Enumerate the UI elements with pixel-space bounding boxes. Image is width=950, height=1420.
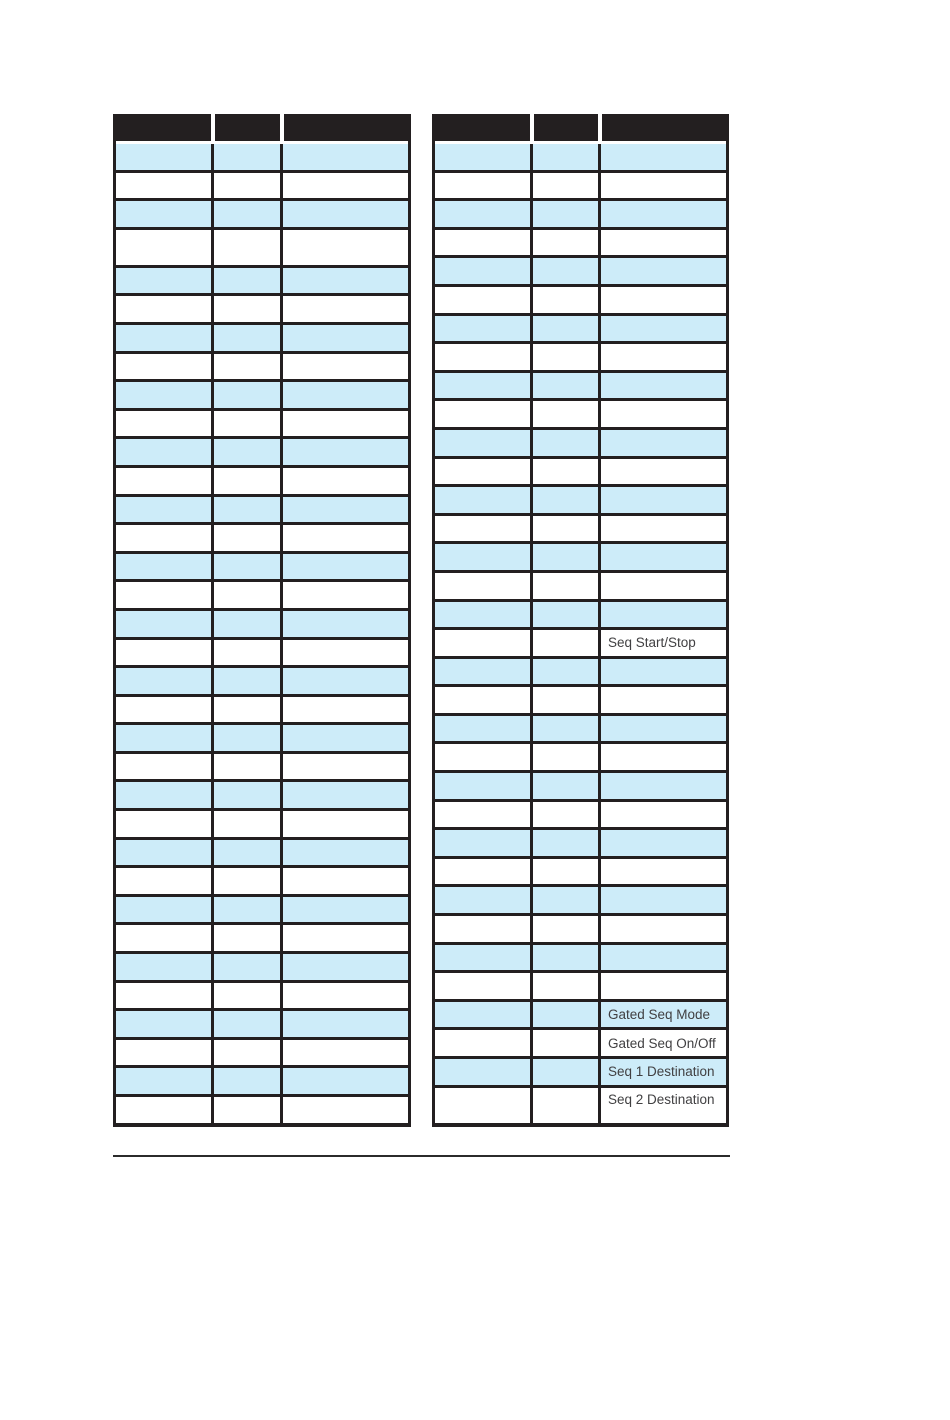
table-row [116, 951, 408, 980]
table-cell [435, 513, 530, 542]
table-row [435, 570, 726, 599]
table-cell [116, 694, 211, 723]
table-cell [116, 865, 211, 894]
table-cell [116, 751, 211, 780]
table-cell [435, 341, 530, 370]
table-cell [211, 665, 280, 694]
table-row [116, 1094, 408, 1123]
table-cell [116, 1065, 211, 1094]
table-cell [598, 541, 726, 570]
right-table-header [435, 114, 726, 144]
table-cell [116, 227, 211, 265]
table-row [116, 522, 408, 551]
table-row [116, 351, 408, 380]
table-cell [530, 856, 598, 885]
table-row [116, 694, 408, 723]
table-cell [116, 1008, 211, 1037]
table-cell [530, 484, 598, 513]
table-cell [116, 494, 211, 523]
table-header-cell [530, 114, 598, 144]
right-table [432, 114, 729, 1127]
table-cell [116, 894, 211, 923]
table-cell [435, 627, 530, 656]
table-row [435, 627, 726, 656]
table-cell [116, 922, 211, 951]
table-cell [530, 1056, 598, 1085]
table-row [116, 722, 408, 751]
table-row [435, 144, 726, 170]
table-cell [598, 341, 726, 370]
table-cell [116, 808, 211, 837]
table-cell [598, 713, 726, 742]
table-cell [280, 293, 409, 322]
table-cell [598, 570, 726, 599]
table-cell [435, 741, 530, 770]
table-cell [435, 427, 530, 456]
table-row [435, 541, 726, 570]
table-header-row [116, 114, 408, 144]
table-cell [280, 1094, 409, 1123]
table-cell [280, 865, 409, 894]
table-header-cell [435, 114, 530, 144]
table-cell [530, 1027, 598, 1056]
table-cell [280, 980, 409, 1009]
table-header-cell [280, 114, 409, 144]
table-cell [116, 144, 211, 170]
table-cell [435, 799, 530, 828]
table-cell [530, 827, 598, 856]
table-cell [211, 465, 280, 494]
table-row [435, 741, 726, 770]
table-row [435, 770, 726, 799]
table-cell [598, 484, 726, 513]
table-cell [211, 1094, 280, 1123]
table-cell [530, 1085, 598, 1123]
table-cell [211, 1065, 280, 1094]
table-cell [435, 313, 530, 342]
table-cell [435, 284, 530, 313]
table-cell [530, 198, 598, 227]
table-cell [435, 398, 530, 427]
table-row [435, 1056, 726, 1085]
table-row [116, 436, 408, 465]
table-cell [116, 170, 211, 199]
table-header-cell [116, 114, 211, 144]
table-cell [211, 551, 280, 580]
table-cell [530, 456, 598, 485]
table-row [435, 227, 726, 256]
table-row [435, 827, 726, 856]
table-row [435, 1027, 726, 1056]
table-cell [530, 799, 598, 828]
table-cell [116, 379, 211, 408]
table-cell [530, 255, 598, 284]
table-cell [116, 1094, 211, 1123]
table-row [116, 1008, 408, 1037]
table-cell [530, 513, 598, 542]
table-row [435, 313, 726, 342]
table-row [116, 227, 408, 265]
table-cell [435, 541, 530, 570]
table-cell [598, 770, 726, 799]
table-cell [211, 227, 280, 265]
table-cell [211, 894, 280, 923]
table-row [116, 779, 408, 808]
table-cell [435, 884, 530, 913]
table-row [435, 913, 726, 942]
table-cell [280, 265, 409, 294]
table-header-cell [598, 114, 726, 144]
table-cell [280, 1008, 409, 1037]
table-cell [598, 741, 726, 770]
table-row [116, 894, 408, 923]
table-cell [598, 684, 726, 713]
table-cell [280, 227, 409, 265]
table-row [435, 170, 726, 199]
table-cell [435, 684, 530, 713]
table-cell [598, 827, 726, 856]
table-row [435, 198, 726, 227]
table-cell [435, 713, 530, 742]
table-cell [116, 980, 211, 1009]
table-cell [598, 398, 726, 427]
table-cell [211, 1037, 280, 1066]
table-cell [435, 656, 530, 685]
table-cell [598, 198, 726, 227]
table-cell [280, 922, 409, 951]
table-cell [435, 827, 530, 856]
table-cell [530, 713, 598, 742]
table-row [435, 599, 726, 628]
table-cell [280, 465, 409, 494]
table-cell [280, 551, 409, 580]
table-header-cell [211, 114, 280, 144]
table-cell [435, 599, 530, 628]
table-row [435, 255, 726, 284]
left-table-header [116, 114, 408, 144]
table-row [116, 837, 408, 866]
table-cell [211, 436, 280, 465]
table-cell: Gated Seq On/Off [598, 1027, 726, 1056]
table-row [435, 398, 726, 427]
table-row [116, 865, 408, 894]
table-cell [116, 351, 211, 380]
table-cell [280, 494, 409, 523]
table-cell [530, 570, 598, 599]
table-cell [280, 408, 409, 437]
table-cell [530, 770, 598, 799]
table-cell [280, 170, 409, 199]
table-cell [598, 656, 726, 685]
table-cell [116, 665, 211, 694]
table-row [116, 379, 408, 408]
table-cell [598, 227, 726, 256]
table-cell [211, 922, 280, 951]
table-cell [211, 837, 280, 866]
table-row [435, 656, 726, 685]
table-cell [280, 779, 409, 808]
table-cell [598, 599, 726, 628]
table-cell [598, 144, 726, 170]
table-row [435, 1085, 726, 1123]
table-cell [280, 198, 409, 227]
table-cell [116, 436, 211, 465]
table-row [116, 293, 408, 322]
table-cell [116, 198, 211, 227]
table-cell: Seq 1 Destination [598, 1056, 726, 1085]
table-cell [530, 341, 598, 370]
table-cell [116, 579, 211, 608]
table-cell [598, 370, 726, 399]
table-cell [280, 751, 409, 780]
table-cell [280, 322, 409, 351]
table-cell [280, 579, 409, 608]
table-cell [211, 170, 280, 199]
table-cell [211, 779, 280, 808]
table-cell [530, 970, 598, 999]
table-cell [435, 227, 530, 256]
table-row [116, 980, 408, 1009]
table-cell [211, 144, 280, 170]
table-cell [598, 427, 726, 456]
table-cell [280, 694, 409, 723]
table-cell [530, 398, 598, 427]
table-row [116, 465, 408, 494]
table-cell [598, 284, 726, 313]
table-row [435, 799, 726, 828]
table-row [116, 1065, 408, 1094]
table-cell [116, 265, 211, 294]
table-cell [280, 436, 409, 465]
table-cell [598, 884, 726, 913]
table-cell [211, 351, 280, 380]
table-cell [211, 951, 280, 980]
table-cell [116, 522, 211, 551]
table-cell [530, 999, 598, 1028]
table-row [435, 370, 726, 399]
table-row [435, 456, 726, 485]
table-cell [530, 541, 598, 570]
table-row [116, 1037, 408, 1066]
table-row [435, 999, 726, 1028]
table-cell [435, 770, 530, 799]
table-cell [116, 408, 211, 437]
table-cell [116, 322, 211, 351]
table-cell [211, 865, 280, 894]
right-table-body [435, 144, 726, 1123]
table-cell [530, 599, 598, 628]
table-cell [530, 313, 598, 342]
table-row [435, 970, 726, 999]
table-cell [435, 1056, 530, 1085]
table-cell [530, 427, 598, 456]
table-row [116, 144, 408, 170]
table-cell: Seq Start/Stop [598, 627, 726, 656]
table-cell: Seq 2 Destination [598, 1085, 726, 1123]
table-row [116, 808, 408, 837]
table-cell [530, 227, 598, 256]
table-cell [435, 255, 530, 284]
table-cell [211, 608, 280, 637]
table-row [435, 856, 726, 885]
table-cell [435, 484, 530, 513]
table-cell [435, 198, 530, 227]
table-cell [116, 608, 211, 637]
table-row [116, 579, 408, 608]
table-cell [116, 1037, 211, 1066]
table-cell [280, 379, 409, 408]
table-row [435, 284, 726, 313]
table-cell [435, 856, 530, 885]
table-cell [116, 837, 211, 866]
table-cell [530, 284, 598, 313]
table-cell [211, 494, 280, 523]
table-row [435, 427, 726, 456]
table-cell [435, 370, 530, 399]
table-cell [116, 951, 211, 980]
table-cell [280, 894, 409, 923]
table-cell [211, 579, 280, 608]
table-cell [116, 637, 211, 666]
table-cell [530, 170, 598, 199]
table-cell [211, 322, 280, 351]
table-cell [598, 799, 726, 828]
table-cell [435, 1027, 530, 1056]
table-cell [280, 351, 409, 380]
table-row [116, 494, 408, 523]
table-cell [598, 456, 726, 485]
left-table [113, 114, 411, 1127]
table-cell [435, 999, 530, 1028]
table-cell [530, 684, 598, 713]
table-cell [598, 170, 726, 199]
table-cell [598, 513, 726, 542]
table-cell [211, 293, 280, 322]
table-row [116, 551, 408, 580]
table-row [116, 665, 408, 694]
table-cell [435, 942, 530, 971]
table-cell [211, 198, 280, 227]
table-cell [530, 942, 598, 971]
table-cell [598, 942, 726, 971]
table-row [116, 322, 408, 351]
table-cell [280, 1037, 409, 1066]
table-cell [435, 144, 530, 170]
table-cell [598, 255, 726, 284]
table-cell [280, 637, 409, 666]
table-cell [530, 370, 598, 399]
table-cell [280, 951, 409, 980]
table-cell [280, 522, 409, 551]
table-cell [211, 1008, 280, 1037]
table-cell [530, 913, 598, 942]
table-cell [280, 144, 409, 170]
table-cell: Gated Seq Mode [598, 999, 726, 1028]
table-cell [435, 170, 530, 199]
table-cell [598, 970, 726, 999]
table-cell [211, 751, 280, 780]
table-row [435, 713, 726, 742]
table-cell [530, 741, 598, 770]
table-cell [280, 1065, 409, 1094]
table-row [435, 884, 726, 913]
table-cell [435, 456, 530, 485]
table-row [435, 684, 726, 713]
table-row [116, 637, 408, 666]
table-row [435, 942, 726, 971]
table-row [116, 408, 408, 437]
table-cell [530, 656, 598, 685]
table-cell [280, 665, 409, 694]
table-row [116, 922, 408, 951]
table-row [116, 608, 408, 637]
table-cell [435, 913, 530, 942]
table-cell [116, 722, 211, 751]
table-cell [211, 522, 280, 551]
table-cell [211, 722, 280, 751]
table-cell [280, 808, 409, 837]
table-cell [116, 779, 211, 808]
table-cell [116, 293, 211, 322]
table-cell [211, 808, 280, 837]
table-header-row [435, 114, 726, 144]
table-cell [280, 837, 409, 866]
table-row [116, 751, 408, 780]
table-cell [435, 570, 530, 599]
table-cell [211, 980, 280, 1009]
table-cell [280, 722, 409, 751]
table-cell [598, 913, 726, 942]
left-table-body [116, 144, 408, 1123]
table-cell [116, 465, 211, 494]
table-cell [530, 144, 598, 170]
table-row [116, 198, 408, 227]
table-cell [598, 313, 726, 342]
table-cell [211, 408, 280, 437]
table-cell [530, 627, 598, 656]
table-row [435, 341, 726, 370]
table-cell [435, 970, 530, 999]
table-cell [598, 856, 726, 885]
table-cell [280, 608, 409, 637]
page-divider [113, 1155, 730, 1157]
table-row [435, 513, 726, 542]
table-row [435, 484, 726, 513]
table-cell [211, 637, 280, 666]
table-cell [211, 379, 280, 408]
table-row [116, 170, 408, 199]
table-cell [530, 884, 598, 913]
table-cell [116, 551, 211, 580]
table-cell [435, 1085, 530, 1123]
table-cell [211, 265, 280, 294]
table-row [116, 265, 408, 294]
table-cell [211, 694, 280, 723]
